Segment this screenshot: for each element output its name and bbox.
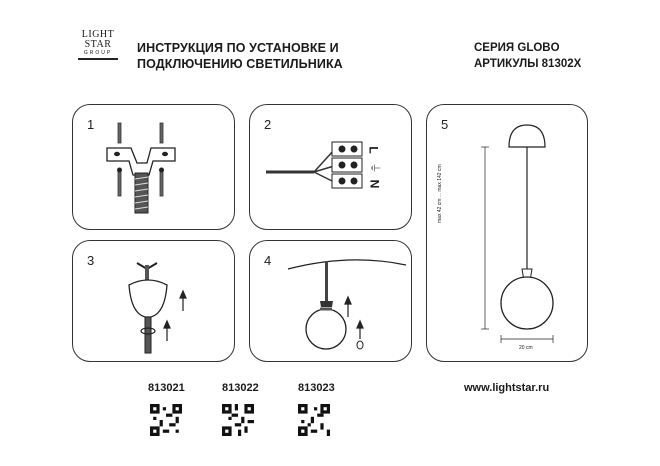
step-2-panel xyxy=(249,104,412,230)
fixture-dimensions-illustration xyxy=(467,119,585,355)
article-813023: 813023 xyxy=(298,382,335,394)
step-4-panel xyxy=(249,240,412,362)
qr-code-813023[interactable] xyxy=(298,404,330,436)
canopy-mounting-illustration xyxy=(123,251,213,361)
logo-line-3: GROUP xyxy=(83,50,113,56)
step-5-number: 5 xyxy=(441,117,449,132)
logo-underline xyxy=(78,58,118,60)
page-title xyxy=(137,40,343,72)
article-813021: 813021 xyxy=(148,382,185,394)
title-line-1: ИНСТРУКЦИЯ ПО УСТАНОВКЕ И xyxy=(137,41,339,55)
height-dimension-label: max 42 cm ... max 142 cm xyxy=(437,164,443,223)
brand-logo xyxy=(78,30,118,60)
step-2-number: 2 xyxy=(264,117,272,132)
step-3-panel xyxy=(72,240,235,362)
step-1-number: 1 xyxy=(87,117,95,132)
series-info xyxy=(474,40,581,72)
step-4-number: 4 xyxy=(264,253,272,268)
title-line-2: ПОДКЛЮЧЕНИЮ СВЕТИЛЬНИКА xyxy=(137,57,343,71)
terminal-block-illustration xyxy=(264,130,364,200)
articles-range: АРТИКУЛЫ 81302X xyxy=(474,58,582,70)
qr-code-813022[interactable] xyxy=(222,404,254,436)
qr-code-813021[interactable] xyxy=(150,404,182,436)
terminal-label-L: L xyxy=(366,146,381,154)
step-1-panel xyxy=(72,104,235,230)
logo-line-2: STAR xyxy=(84,39,112,50)
logo-line-1: LIGHT xyxy=(81,29,115,40)
ceiling-bracket-illustration xyxy=(103,115,203,225)
step-5-panel xyxy=(426,104,588,362)
terminal-label-ground: ⏚ xyxy=(368,162,381,174)
shade-mounting-illustration xyxy=(280,247,410,359)
series-name: СЕРИЯ GLOBO xyxy=(474,42,560,54)
step-3-number: 3 xyxy=(87,253,95,268)
article-813022: 813022 xyxy=(222,382,259,394)
terminal-label-N: N xyxy=(367,179,382,189)
width-dimension-label: 20 cm xyxy=(519,345,533,351)
website-link[interactable]: www.lightstar.ru xyxy=(464,382,550,394)
